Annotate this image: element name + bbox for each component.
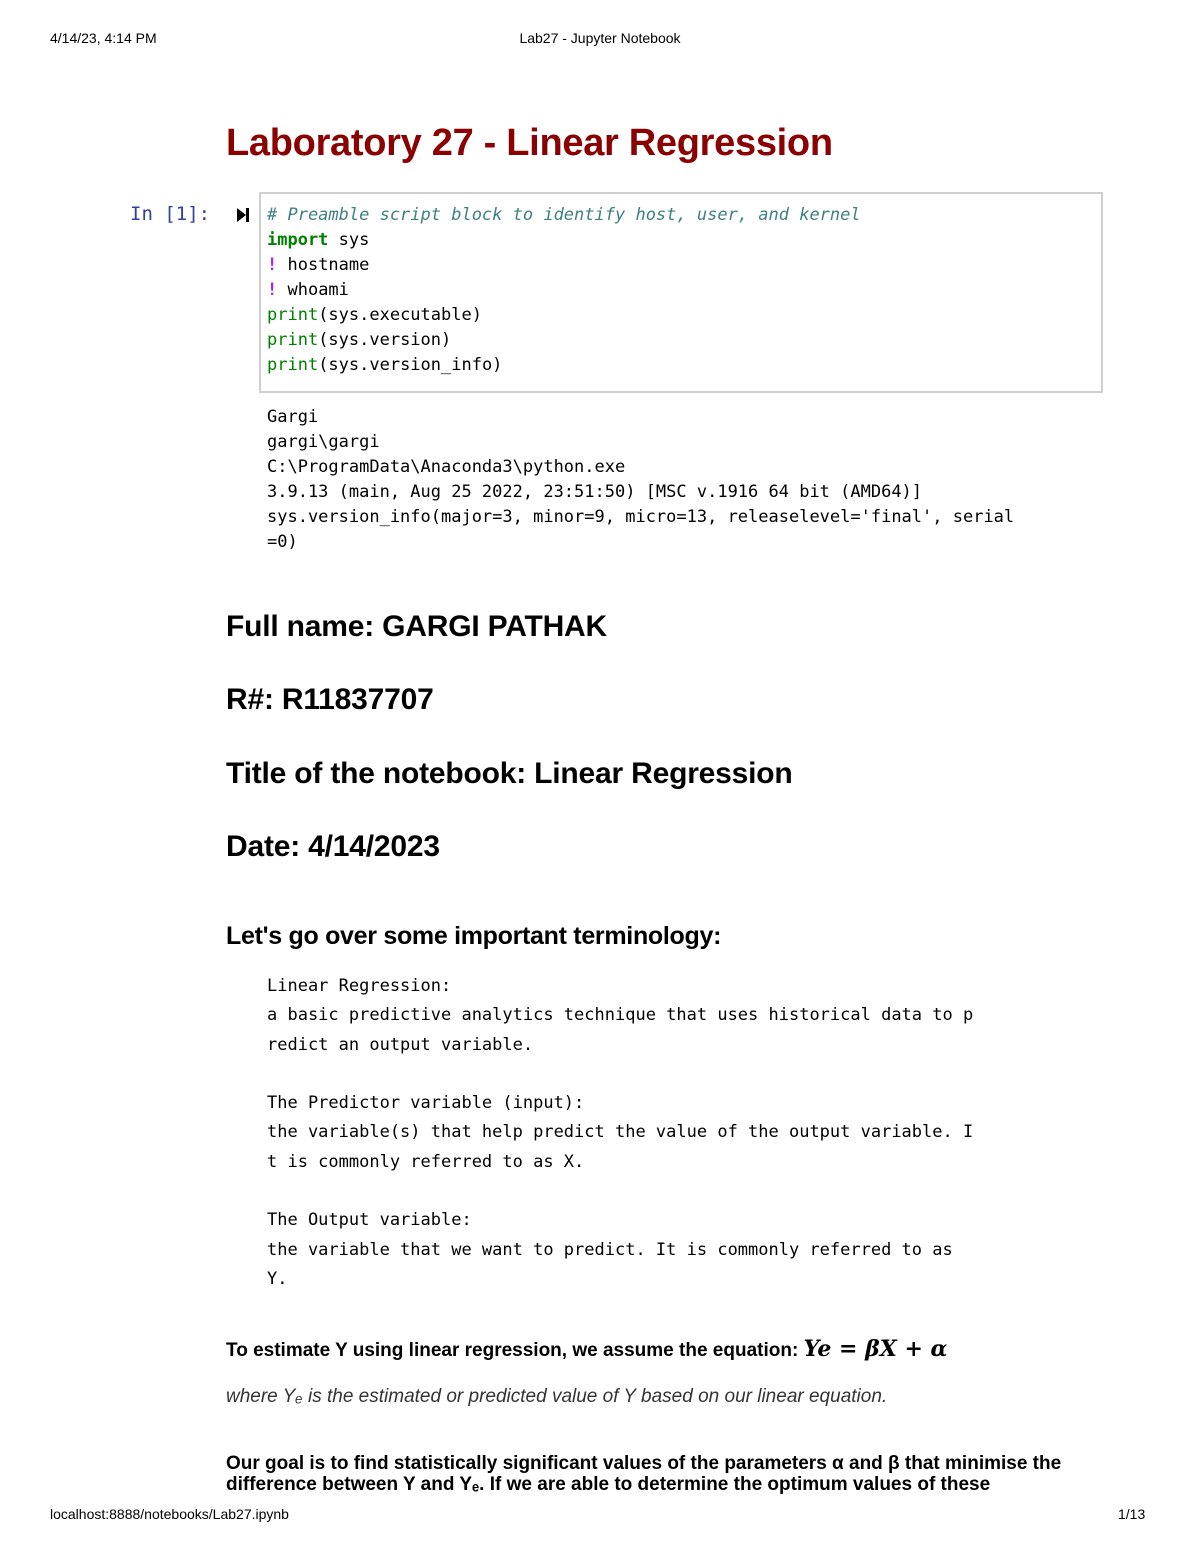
- terminology-line: t is commonly referred to as X.: [267, 1151, 585, 1172]
- cell-prompt: In [1]:: [130, 203, 211, 225]
- code-editor[interactable]: [267, 203, 861, 378]
- code-text: sys: [328, 230, 370, 250]
- code-text: (sys.version): [318, 330, 452, 350]
- print-tab-title: Lab27 - Jupyter Notebook: [519, 30, 681, 46]
- step-forward-icon[interactable]: [236, 206, 250, 224]
- output-line: sys.version_info(major=3, minor=9, micro=13, releaselevel='final', serial: [267, 507, 1015, 527]
- notebook-title: Laboratory 27 - Linear Regression: [226, 122, 833, 164]
- print-url: localhost:8888/notebooks/Lab27.ipynb: [50, 1506, 289, 1522]
- code-keyword: import: [267, 230, 329, 250]
- code-text: whoami: [277, 280, 349, 300]
- page-number: 1/13: [1118, 1506, 1146, 1522]
- goal-paragraph: Our goal is to find statistically significant values of the parameters α and β that minimise the difference between Y and Yₑ. If we are able to determine the optimum values of these: [226, 1453, 1062, 1495]
- code-shell-bang: !: [267, 280, 278, 300]
- output-line: 3.9.13 (main, Aug 25 2022, 23:51:50) [MSC v.1916 64 bit (AMD64)]: [267, 482, 923, 502]
- terminology-line: the variable(s) that help predict the value of the output variable. I: [267, 1122, 974, 1143]
- equation-intro: To estimate Y using linear regression, we assume the equation:: [226, 1340, 804, 1361]
- full-name-heading: Full name: GARGI PATHAK: [226, 610, 607, 643]
- print-datetime: 4/14/23, 4:14 PM: [50, 30, 157, 46]
- code-shell-bang: !: [267, 255, 278, 275]
- equation-line: [226, 1336, 947, 1362]
- terminology-line: a basic predictive analytics technique that uses historical data to p: [267, 1005, 974, 1026]
- code-text: (sys.executable): [318, 305, 482, 325]
- code-cell[interactable]: [259, 192, 1103, 393]
- print-header: [0, 30, 1200, 50]
- terminology-line: redict an output variable.: [267, 1034, 534, 1055]
- code-builtin: print: [267, 305, 319, 325]
- code-builtin: print: [267, 330, 319, 350]
- terminology-line: the variable that we want to predict. It is commonly referred to as: [267, 1239, 953, 1260]
- code-comment: # Preamble script block to identify host, user, and kernel: [267, 205, 861, 225]
- code-builtin: print: [267, 355, 319, 375]
- date-heading: Date: 4/14/2023: [226, 830, 440, 863]
- terminology-line: Linear Regression:: [267, 976, 452, 996]
- terminology-line: The Output variable:: [267, 1210, 472, 1231]
- terminology-line: Y.: [267, 1268, 288, 1289]
- terminology-line: The Predictor variable (input):: [267, 1093, 585, 1114]
- cell-output: [267, 405, 1014, 555]
- output-line: =0): [267, 532, 298, 552]
- output-line: C:\ProgramData\Anaconda3\python.exe: [267, 457, 626, 477]
- output-line: Gargi: [267, 407, 319, 427]
- notebook-title-heading: Title of the notebook: Linear Regression: [226, 757, 793, 790]
- output-line: gargi\gargi: [267, 432, 380, 452]
- r-number-heading: R#: R11837707: [226, 683, 434, 716]
- code-text: hostname: [277, 255, 370, 275]
- terminology-block: [267, 972, 973, 1294]
- terminology-heading: Let's go over some important terminology:: [226, 922, 722, 950]
- equation-explanation: where Yₑ is the estimated or predicted value of Y based on our linear equation.: [226, 1386, 888, 1407]
- regression-equation: Ye = βX + α: [803, 1336, 948, 1362]
- code-text: (sys.version_info): [318, 355, 503, 375]
